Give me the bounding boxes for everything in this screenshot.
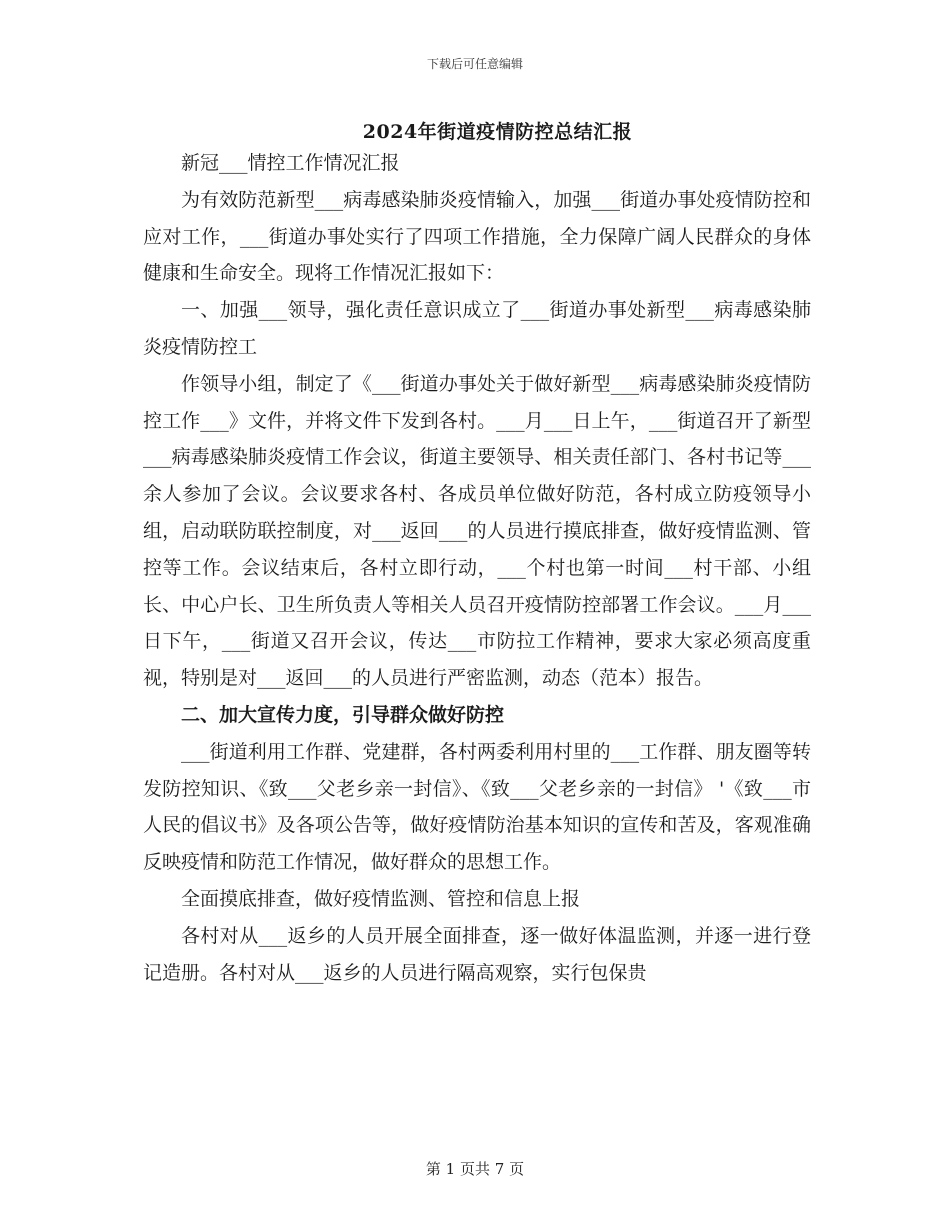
paragraph-section-1-body: 作领导小组，制定了《___街道办事处关于做好新型___病毒感染肺炎疫情防控工作___》文件，并将文件下发到各村。___月___日上午，___街道召开了新型___病毒感染肺炎疫情工作会议，街道主要领导、相关责任部门、各村书记等___余人参加了会议。会议要求各村、各成员单位做好防范，各村成立防疫领导小组，启动联防联控制度，对___返回___的人员进行摸底排查，做好疫情监测、管控等工作。会议结束后，各村立即行动，___个村也第一时间___村干部、小组长、中心户长、卫生所负责人等相关人员召开疫情防控部署工作会议。___月___日下午，___街道又召开会议，传达___市防拉工作精神，要求大家必须高度重视，特别是对___返回___的人员进行严密监测，动态（范本）报告。 [143,372,811,690]
paragraph-section-1-lead: 一、加强___领导，强化责任意识成立了___街道办事处新型___病毒感染肺炎疫情防控工 [143,299,811,358]
paragraph-section-2-body: ___街道利用工作群、党建群，各村两委利用村里的___工作群、朋友圈等转发防控知识、《致___父老乡亲一封信》、《致___父老乡亲的一封信》 '《致___市人民的倡议书》及各项公告等，做好疫情防治基本知识的宣传和苦及，客观准确反映疫情和防范工作情况，做好群众的思想工作。 [143,740,811,874]
paragraph-subtitle: 新冠___情控工作情况汇报 [181,152,400,174]
page-header-note: 下载后可任意编辑 [426,57,523,71]
paragraph-section-3-body: 各村对从___返乡的人员开展全面排查，逐一做好体温监测，并逐一进行登记造册。各村对从___返乡的人员进行隔高观察，实行包保贵 [143,924,811,984]
document-title: 2024年街道疫情防控总结汇报 [362,121,633,143]
page-footer-number: 第 1 页共 7 页 [425,1160,525,1178]
document-body [143,145,811,991]
paragraph-section-3-heading: 全面摸底排查，做好疫情监测、管控和信息上报 [181,887,581,910]
paragraph-intro: 为有效防范新型___病毒感染肺炎疫情输入，加强___街道办事处疫情防控和应对工作，___街道办事处实行了四项工作措施，全力保障广阔人民群众的身体健康和生命安全。现将工作情况汇报如下： [143,188,811,285]
section-heading-2: 二、加大宣传力度，引导群众做好防控 [181,703,505,726]
